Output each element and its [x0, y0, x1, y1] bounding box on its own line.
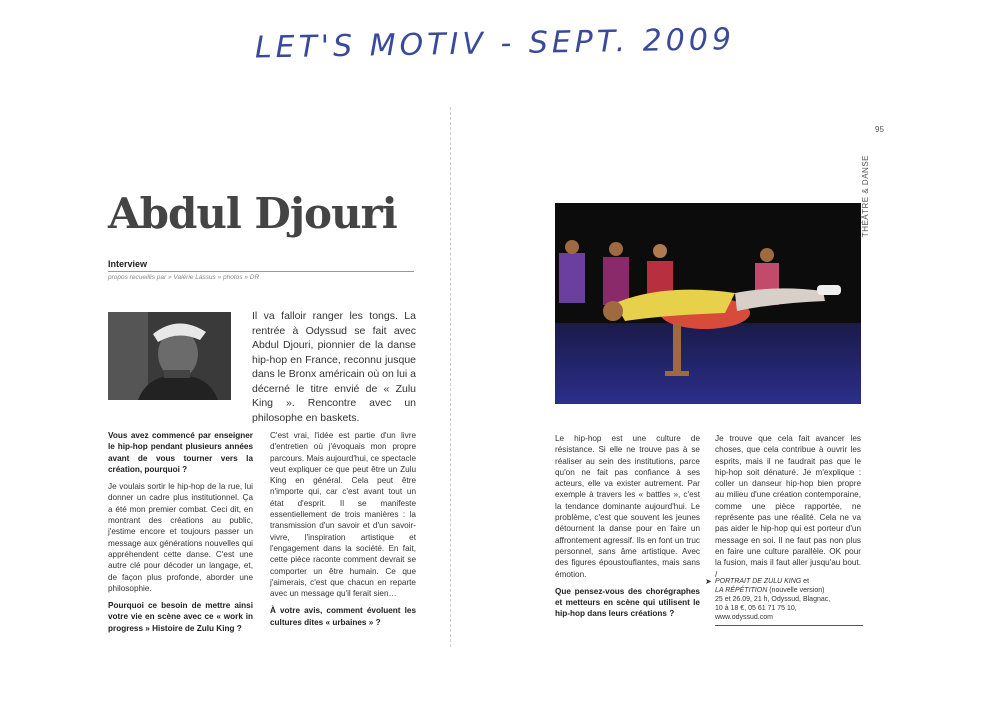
dates-text: 25 et 26.09, 21 h, Odyssud, Blagnac, [715, 596, 831, 603]
handwritten-note: LET'S MOTIV - SEPT. 2009 [254, 22, 736, 66]
right-column-2 [715, 433, 861, 586]
answer: Je voulais sortir le hip-hop de la rue, lui donner un cadre plus institutionnel. Ça a été mon premier combat. Ceci dit, en montrant des créations au public, j'estime encore et toujours passer un message aux générations nouvelles qui appréhendent cette danse. C'est une autre clé pour décoder un langage, et, de façon plus profonde, aborder une philosophie. [108, 482, 253, 593]
answer: Je trouve que cela fait avancer les choses, que cela contribue à ouvrir les esprits, mais il ne faudrait pas que le hip-hop soit dénaturé. Je m'explique : coller un danseur hip-hop bien propre au milieu d'une création contemporaine, comme une pièce rapportée, ne représente pas une réalité. Cela ne va pas aider le hip-hop qui est porteur d'un message en soi. Il ne faut pas non plus en faire une culture parallèle. OK pour la fusion, mais il faut aller jusqu'au bout. / [715, 434, 861, 579]
dance-photo [555, 203, 861, 404]
question: Que pensez-vous des chorégraphes et metteurs en scène qui utilisent le hip-hop dans leurs créations ? [555, 586, 700, 619]
prices-text: 10 à 18 €, 05 61 71 75 10, [715, 605, 797, 612]
page-number: 95 [875, 125, 884, 134]
right-page [515, 115, 890, 650]
question: Pourquoi ce besoin de mettre ainsi votre vie en scène avec ce « work in progress » Histoire de Zulu King ? [108, 601, 253, 633]
show-title-1: PORTRAIT DE ZULU KING [715, 578, 802, 585]
website-link[interactable]: www.odyssud.com [715, 614, 773, 621]
and-text: et [803, 578, 810, 585]
article-title: Abdul Djouri [108, 189, 397, 238]
answer: Le hip-hop est une culture de résistance. Si elle ne trouve pas à se réaliser au sein des institutions, parce qu'on ne fait pas confiance à ses acteurs, elle va exister autrement. Par exemple à travers les « battles », c'est la tendance dominante aujourd'hui. Le problème, c'est que souvent les jeunes détournent la danse pour en faire un affrontement agressif. Ils en font un truc personnel, sans âme artistique. Avec des figures époustouflantes, mais sans émotion. [555, 434, 700, 579]
lead-paragraph: Il va falloir ranger les tongs. La rentrée à Odyssud se fait avec Abdul Djouri, pionnier de la danse hip-hop en France, reconnu jusque dans le Bronx américain où on lui a décerné le titre envié de « Zulu King ». Rencontre avec un philosophe en baskets. [252, 310, 417, 424]
credits-line: propos recueillis par » Valérie Lassus » photos » DR [108, 274, 260, 281]
question: À votre avis, comment évoluent les cultures dites « urbaines » ? [270, 606, 416, 627]
show-title-2: LA RÉPÉTITION [715, 587, 768, 594]
question: Vous avez commencé par enseigner le hip-hop pendant plusieurs années avant de vous tourner vers la création, pourquoi ? [108, 431, 253, 474]
section-tag: THÉÂTRE & DANSE [861, 155, 870, 238]
left-column-1 [108, 430, 253, 640]
show-info-box [705, 577, 863, 626]
version-text: (nouvelle version) [769, 587, 825, 594]
rubric-label: Interview [108, 259, 414, 272]
arrow-icon: ➤ [705, 577, 712, 586]
left-column-2 [270, 430, 416, 634]
answer: C'est vrai, l'idée est partie d'un livre d'entretien où j'évoquais mon propre parcours. Mais aujourd'hui, ce spectacle veut expliquer ce que peut être un Zulu King en général. Cela peut être n'importe qui, car c'est avant tout un état d'esprit. Il se manifeste essentiellement de trois manières : la transmission d'un savoir et d'un savoir-vivre, l'inspiration artistique et l'engagement dans la société. En fait, cette pièce raconte comment devrait se comporter un être humain. Ce que j'aimerais, c'est que chacun en reparte avec un message qu'il ferait sien… [270, 431, 416, 599]
right-column-1 [555, 433, 700, 626]
portrait-photo [108, 312, 231, 400]
left-page [70, 107, 451, 647]
